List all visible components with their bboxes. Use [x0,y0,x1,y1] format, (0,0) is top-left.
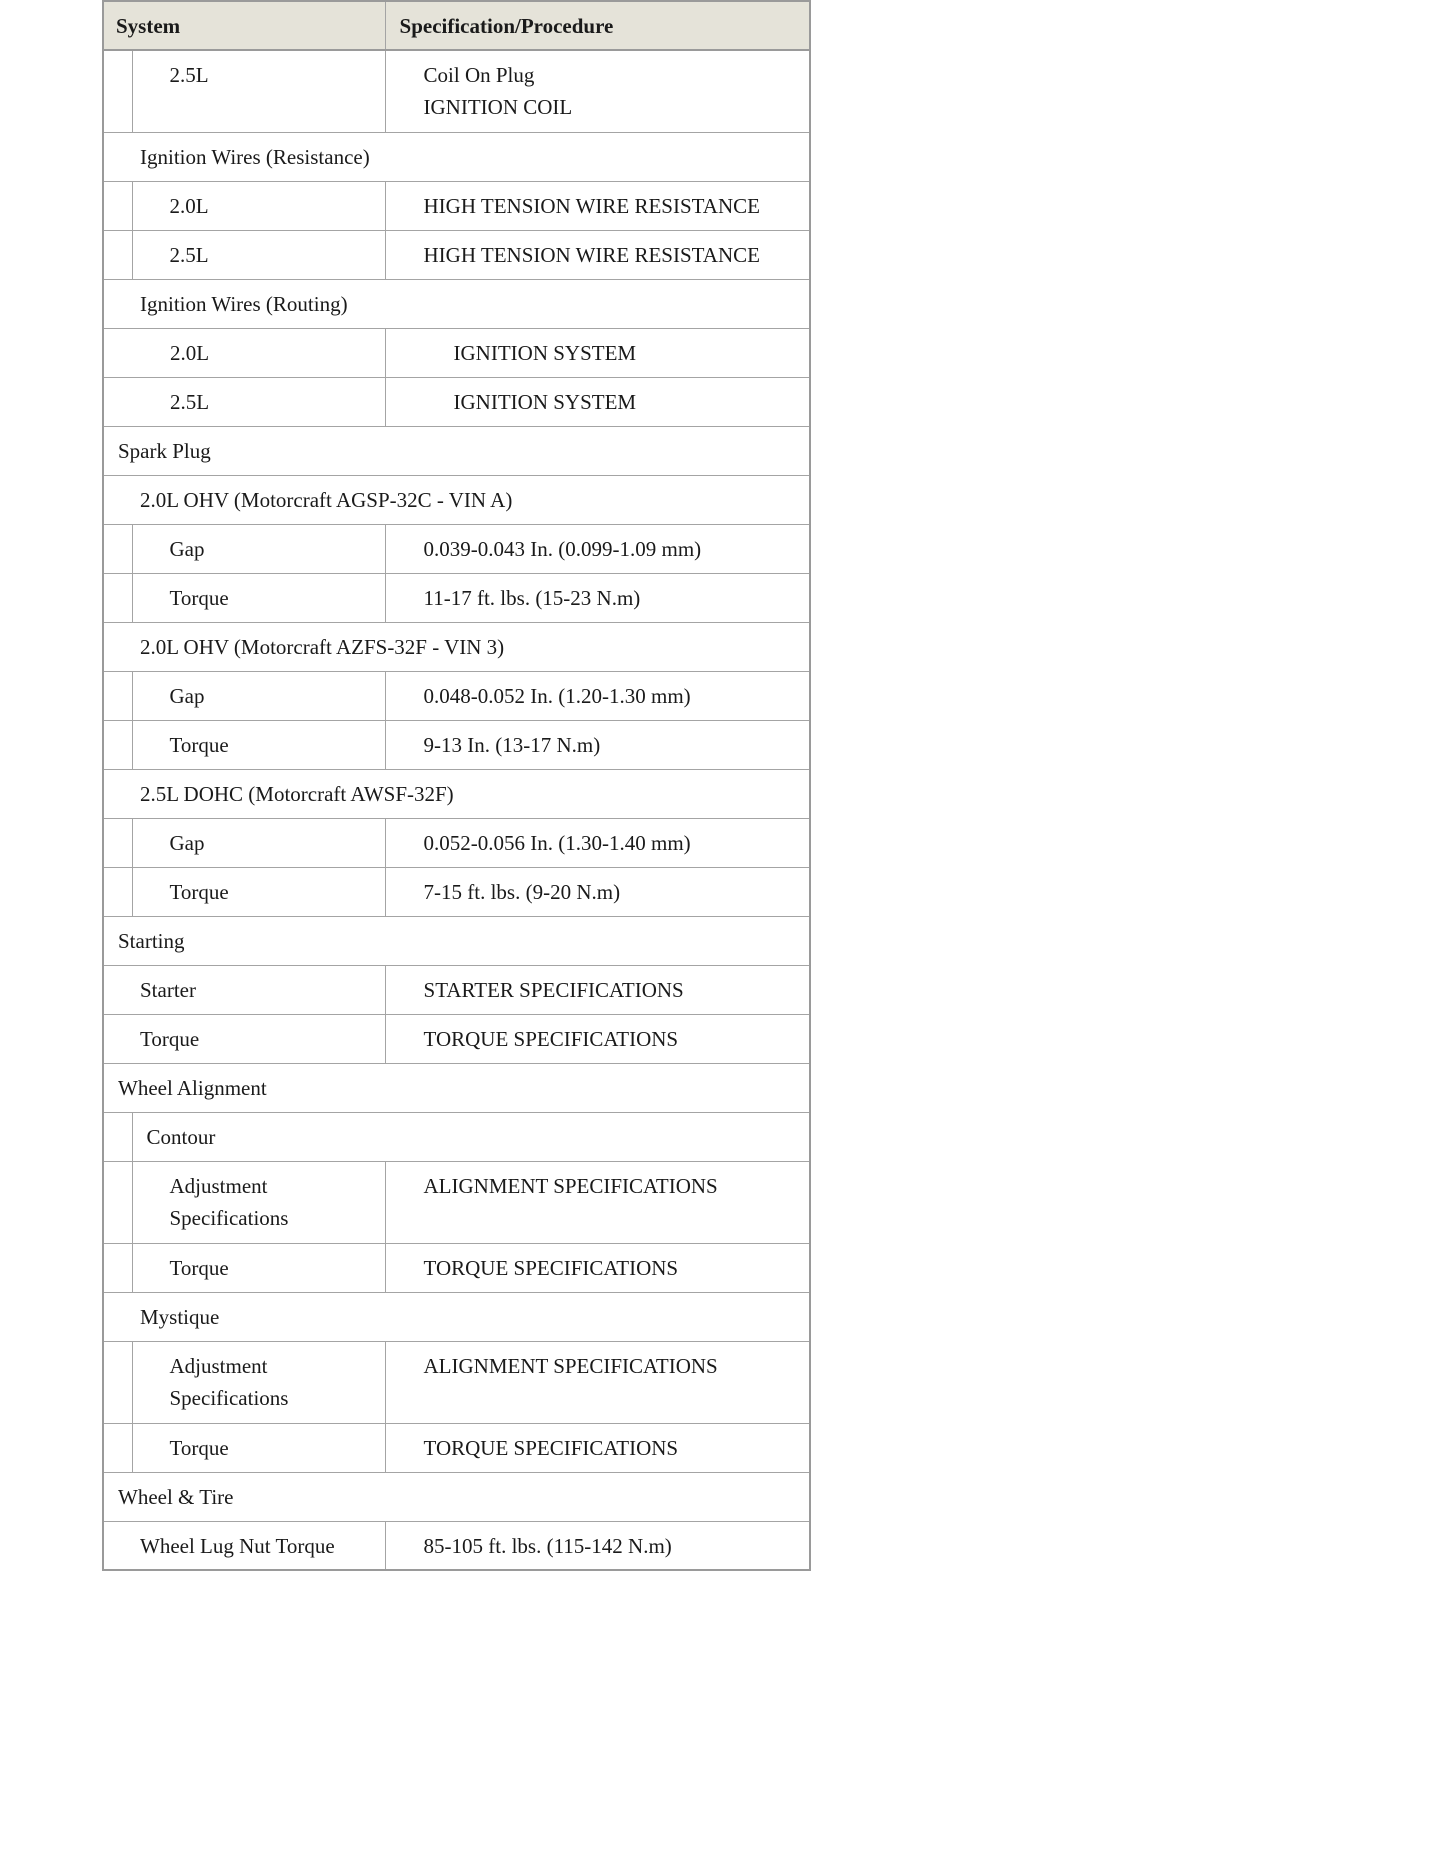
row-value: 0.052-0.056 In. (1.30-1.40 mm) [385,818,810,867]
section-label: Wheel Alignment [103,1063,810,1112]
group-label: Ignition Wires (Resistance) [103,132,810,181]
table-row [103,965,810,1014]
row-label [132,1161,385,1243]
row-value: STARTER SPECIFICATIONS [385,965,810,1014]
indent-cell [103,818,132,867]
table-row [103,328,810,377]
row-value: 0.048-0.052 In. (1.20-1.30 mm) [385,671,810,720]
row-value: 85-105 ft. lbs. (115-142 N.m) [385,1521,810,1570]
table-row [103,50,810,132]
row-label: 2.5L [103,377,385,426]
indent-cell [103,1161,132,1243]
group-row [103,132,810,181]
row-value: TORQUE SPECIFICATIONS [385,1014,810,1063]
row-label-line: Specifications [169,1205,289,1230]
row-label [132,1341,385,1423]
row-label: Torque [132,1243,385,1292]
section-label: Wheel & Tire [103,1472,810,1521]
row-value: TORQUE SPECIFICATIONS [385,1243,810,1292]
indent-cell [103,867,132,916]
row-value: IGNITION SYSTEM [385,377,810,426]
section-label: Starting [103,916,810,965]
table-row [103,1161,810,1243]
indent-cell [103,230,132,279]
indent-cell [103,524,132,573]
section-row [103,426,810,475]
table-row [103,818,810,867]
table-row [103,230,810,279]
table-row [103,524,810,573]
row-value: ALIGNMENT SPECIFICATIONS [385,1341,810,1423]
spec-table [102,0,811,1571]
indent-cell [103,720,132,769]
row-label: Torque [103,1014,385,1063]
group-row [103,769,810,818]
table-row [103,1423,810,1472]
row-label: Gap [132,524,385,573]
indent-cell [103,50,132,132]
indent-cell [103,181,132,230]
indent-cell [103,1341,132,1423]
row-label: Torque [132,573,385,622]
group-row [103,1292,810,1341]
table-row [103,573,810,622]
table-header-row [103,1,810,50]
table-row [103,1243,810,1292]
group-label: Mystique [103,1292,810,1341]
row-value: 9-13 In. (13-17 N.m) [385,720,810,769]
table-row [103,377,810,426]
row-value: TORQUE SPECIFICATIONS [385,1423,810,1472]
row-value-line: IGNITION COIL [423,95,573,119]
indent-cell [103,671,132,720]
row-label: Starter [103,965,385,1014]
row-value: HIGH TENSION WIRE RESISTANCE [385,230,810,279]
row-value: 0.039-0.043 In. (0.099-1.09 mm) [385,524,810,573]
row-value: IGNITION SYSTEM [385,328,810,377]
row-value [385,50,810,132]
row-value: HIGH TENSION WIRE RESISTANCE [385,181,810,230]
group-label: 2.0L OHV (Motorcraft AZFS-32F - VIN 3) [103,622,810,671]
indent-cell [103,573,132,622]
group-row [103,622,810,671]
row-label: Wheel Lug Nut Torque [103,1521,385,1570]
header-spec: Specification/Procedure [385,1,810,50]
row-label-line: Adjustment [169,1173,268,1198]
section-label: Spark Plug [103,426,810,475]
row-label: Torque [132,867,385,916]
row-value: 7-15 ft. lbs. (9-20 N.m) [385,867,810,916]
group-label: 2.0L OHV (Motorcraft AGSP-32C - VIN A) [103,475,810,524]
row-label: Gap [132,818,385,867]
group-label: 2.5L DOHC (Motorcraft AWSF-32F) [103,769,810,818]
row-label-line: Specifications [169,1385,289,1410]
row-label: 2.5L [132,230,385,279]
table-row [103,720,810,769]
group-row [103,1112,810,1161]
header-system: System [103,1,385,50]
indent-cell [103,1243,132,1292]
row-value-line: Coil On Plug [423,63,535,87]
row-label: Torque [132,1423,385,1472]
section-row [103,916,810,965]
row-label: Gap [132,671,385,720]
group-label: Ignition Wires (Routing) [103,279,810,328]
table-row [103,1341,810,1423]
row-value: 11-17 ft. lbs. (15-23 N.m) [385,573,810,622]
group-row [103,279,810,328]
table-row [103,867,810,916]
table-row [103,181,810,230]
table-row [103,1521,810,1570]
indent-cell [103,1423,132,1472]
section-row [103,1063,810,1112]
group-row [103,475,810,524]
section-row [103,1472,810,1521]
row-label: 2.0L [132,181,385,230]
group-label: Contour [132,1112,810,1161]
row-value: ALIGNMENT SPECIFICATIONS [385,1161,810,1243]
row-label: 2.5L [132,50,385,132]
row-label-line: Adjustment [169,1353,268,1378]
row-label: 2.0L [103,328,385,377]
row-label: Torque [132,720,385,769]
indent-cell [103,1112,132,1161]
table-row [103,671,810,720]
table-row [103,1014,810,1063]
